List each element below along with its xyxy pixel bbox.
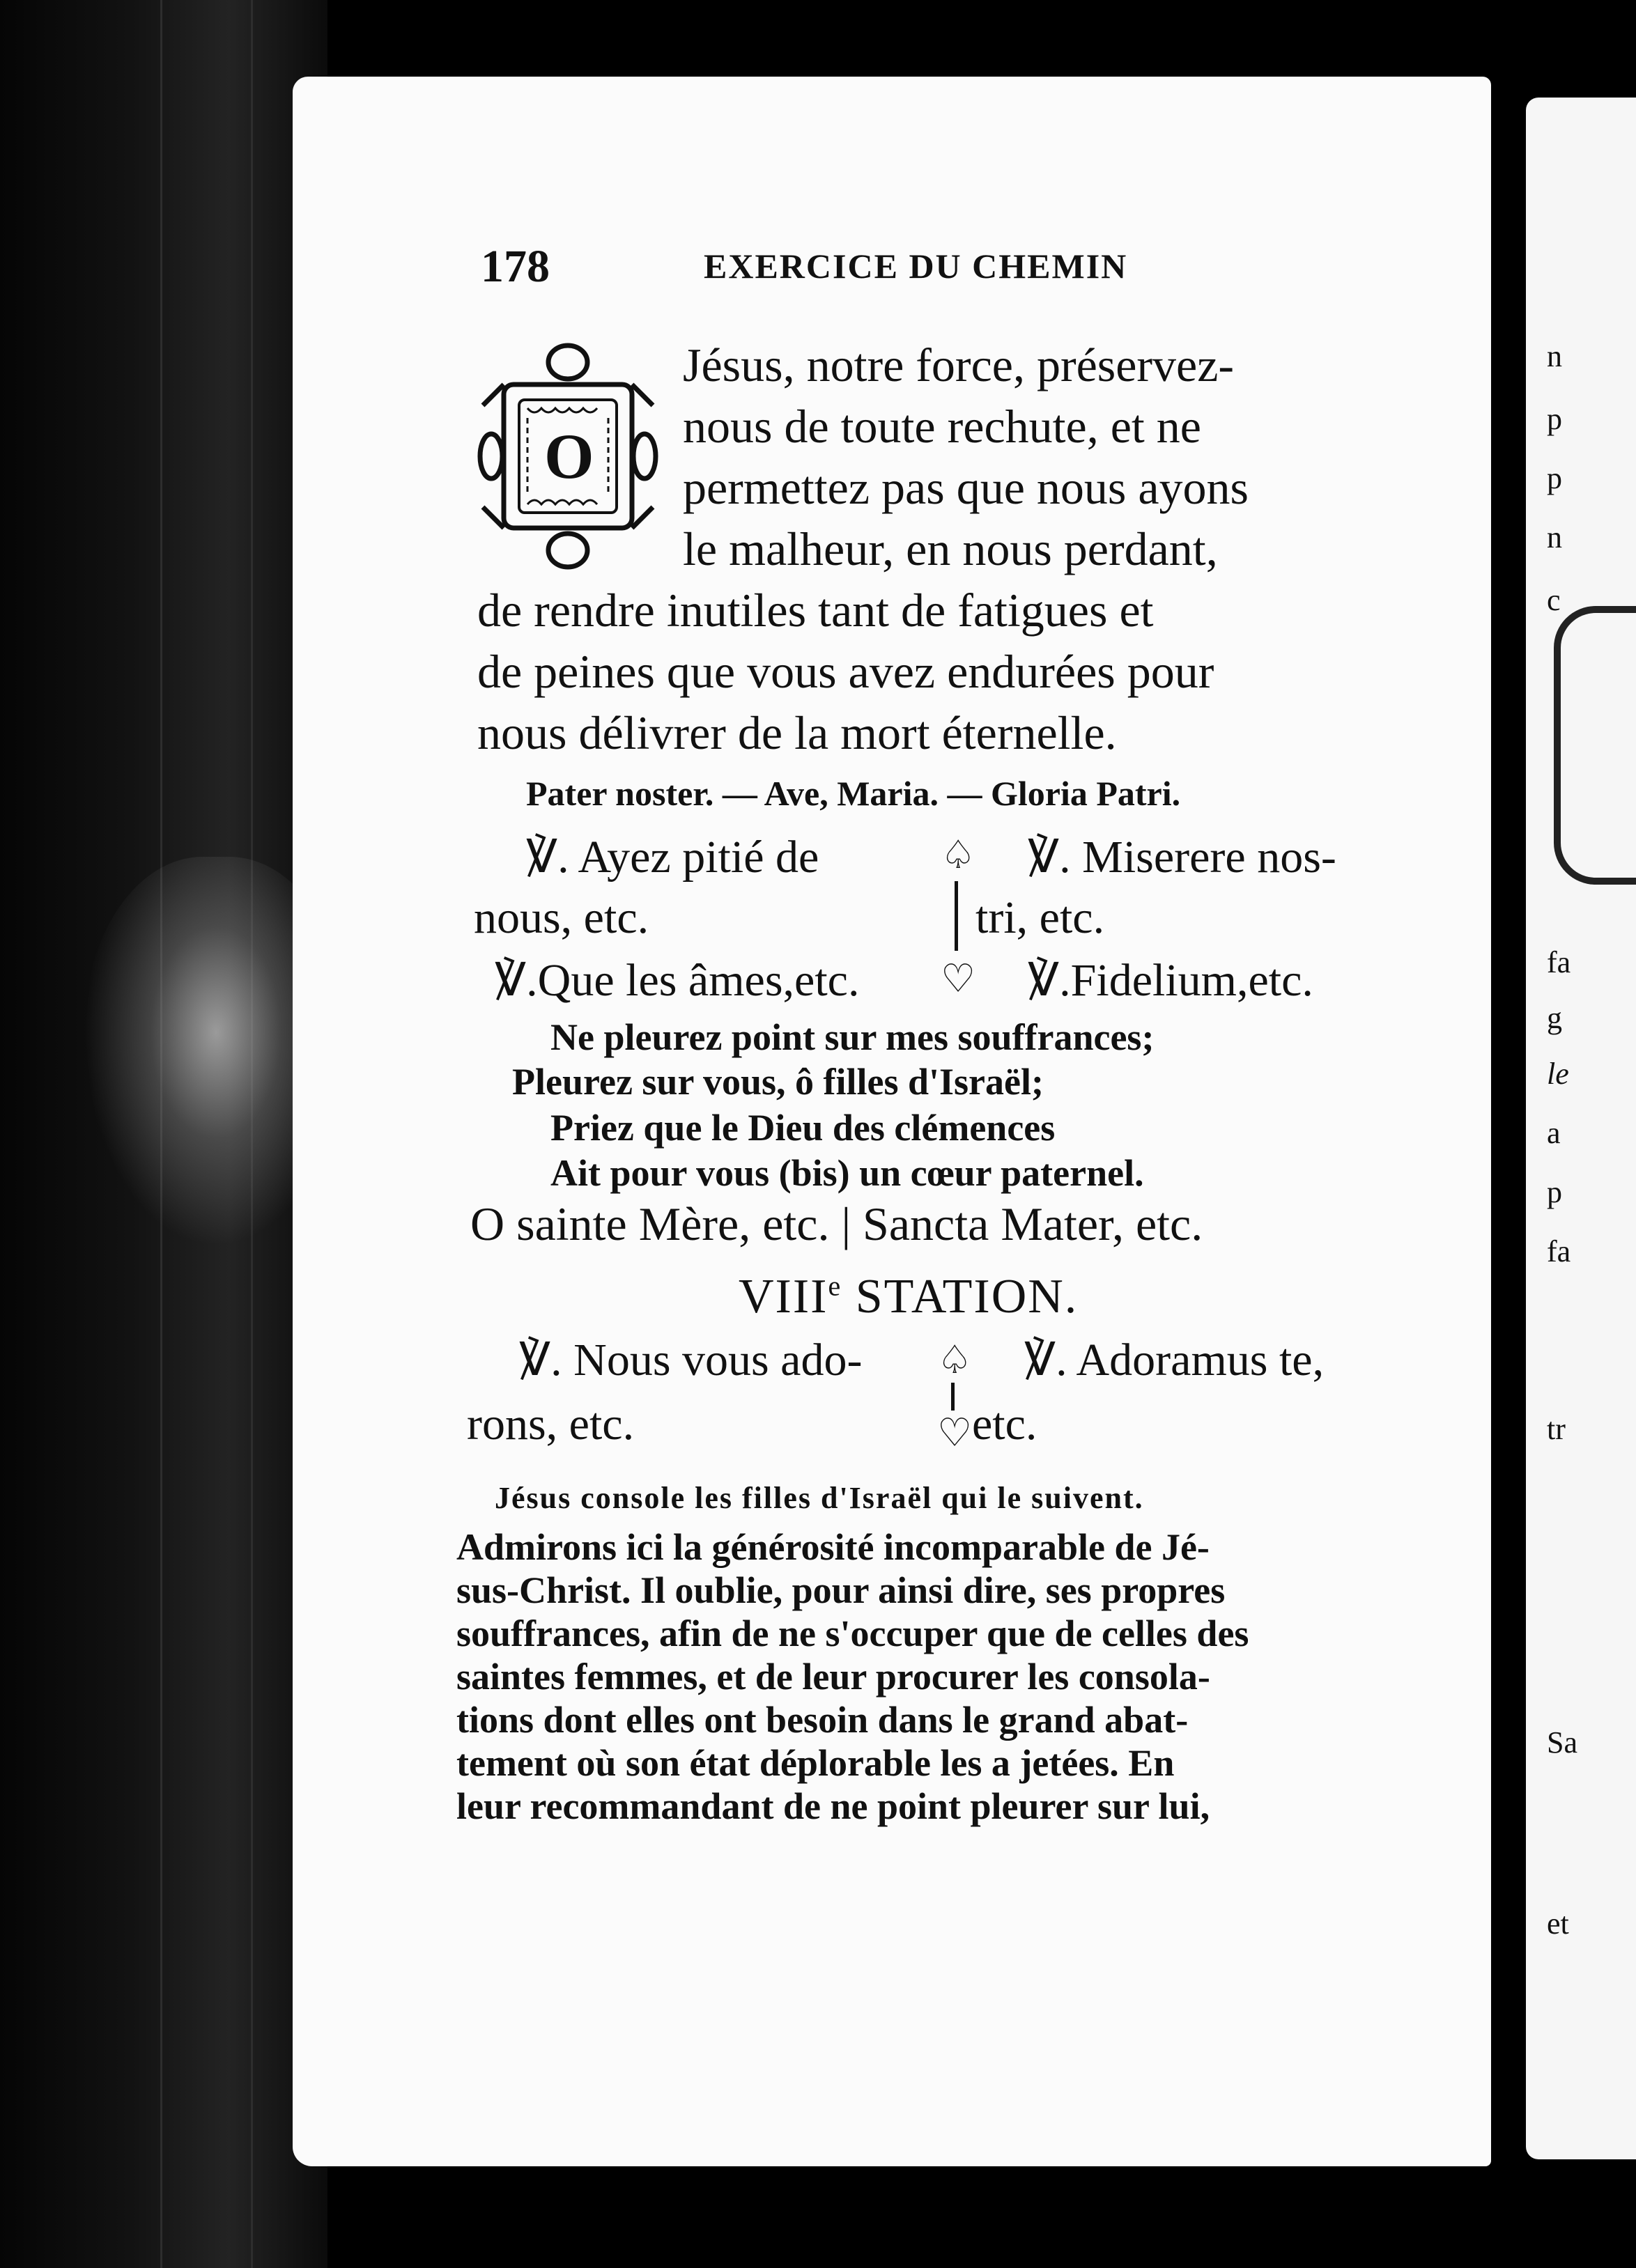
hymn-line: Pleurez sur vous, ô filles d'Israël;	[512, 1061, 1044, 1103]
meditation-line: sus-Christ. Il oublie, pour ainsi dire, ses propres	[456, 1569, 1226, 1611]
station-heading	[739, 1269, 1078, 1325]
column-divider	[955, 881, 958, 951]
prayer-line: de rendre inutiles tant de fatigues et	[477, 584, 1154, 637]
prayer-line: Jésus, notre force, préservez-	[683, 339, 1235, 391]
hymn-line: Ait pour vous (bis) un cœur paternel.	[550, 1152, 1144, 1194]
meditation-line: tement où son état déplorable les a jetées. En	[456, 1742, 1175, 1784]
prayer-line: nous délivrer de la mort éternelle.	[477, 706, 1117, 759]
prayer-paragraph-start	[683, 334, 1407, 580]
versicle-latin-3-cont: etc.	[972, 1399, 1037, 1450]
versicle-french-3: ℣. Nous vous ado-	[519, 1335, 863, 1385]
facing-dropcap-ornament	[1554, 606, 1636, 885]
facing-fragment: c	[1547, 583, 1561, 617]
running-title: EXERCICE DU CHEMIN	[704, 247, 1128, 286]
versicle-french-2: ℣.Que les âmes,etc.	[495, 955, 860, 1006]
prayer-paragraph-continued	[477, 580, 1407, 763]
page-number: 178	[481, 241, 550, 292]
meditation-line: saintes femmes, et de leur procurer les consola-	[456, 1656, 1210, 1698]
facing-fragment: et	[1547, 1906, 1569, 1941]
station-superscript: e	[828, 1270, 842, 1302]
station-numeral: VIII	[739, 1270, 828, 1323]
drop-cap-ornament	[477, 341, 658, 571]
versicle-latin-3: ℣. Adoramus te,	[1024, 1335, 1325, 1385]
prayer-line: le malheur, en nous perdant,	[683, 522, 1218, 575]
facing-fragment: tr	[1547, 1412, 1566, 1446]
drop-cap-letter: O	[544, 421, 594, 492]
station-word: STATION.	[855, 1270, 1079, 1323]
facing-fragment: n	[1547, 339, 1562, 373]
hymn-line: Ne pleurez point sur mes souffrances;	[550, 1016, 1155, 1058]
facing-fragment: le	[1547, 1057, 1569, 1091]
facing-fragment: fa	[1547, 1234, 1571, 1268]
facing-fragment: Sa	[1547, 1725, 1577, 1760]
facing-fragment: n	[1547, 520, 1562, 554]
station-caption: Jésus console les filles d'Israël qui le suivent.	[495, 1481, 1144, 1515]
meditation-paragraph	[456, 1525, 1387, 1828]
facing-fragment: fa	[1547, 945, 1571, 979]
column-divider	[951, 1383, 955, 1411]
sainte-mere-line: O sainte Mère, etc. | Sancta Mater, etc.	[470, 1197, 1203, 1250]
versicle-latin: ℣. Miserere nos-	[1028, 832, 1336, 883]
hymn-line: Priez que le Dieu des clémences	[550, 1107, 1056, 1149]
meditation-line: souffrances, afin de ne s'occuper que de celles des	[456, 1613, 1249, 1654]
facing-page	[1526, 98, 1636, 2159]
meditation-line: Admirons ici la générosité incomparable de Jé-	[456, 1526, 1210, 1568]
facing-fragment: a	[1547, 1116, 1561, 1150]
prayer-line: permettez pas que nous ayons	[683, 461, 1249, 514]
pater-noster-line: Pater noster. — Ave, Maria. — Gloria Patri.	[526, 774, 1181, 813]
facing-fragment: p	[1547, 402, 1562, 436]
spade-ornament-icon: ♤	[937, 1339, 973, 1382]
page-header	[481, 240, 1421, 303]
versicle-french-cont: nous, etc.	[474, 892, 649, 943]
versicle-french: ℣. Ayez pitié de	[526, 832, 819, 883]
versicle-french-3-cont: rons, etc.	[467, 1399, 635, 1450]
facing-fragment: p	[1547, 1175, 1562, 1209]
versicle-latin-cont: tri, etc.	[975, 892, 1105, 943]
meditation-line: tions dont elles ont besoin dans le grand abat-	[456, 1699, 1189, 1741]
heart-ornament-icon: ♡	[937, 1412, 973, 1455]
prayer-line: nous de toute rechute, et ne	[683, 400, 1201, 453]
meditation-line: leur recommandant de ne point pleurer sur lui,	[456, 1785, 1210, 1827]
spade-ornament-icon: ♤	[941, 834, 976, 877]
facing-fragment: g	[1547, 1001, 1562, 1035]
facing-fragment: p	[1547, 461, 1562, 495]
prayer-line: de peines que vous avez endurées pour	[477, 645, 1214, 698]
versicle-latin-2: ℣.Fidelium,etc.	[1028, 955, 1313, 1006]
heart-ornament-icon: ♡	[941, 958, 976, 1001]
